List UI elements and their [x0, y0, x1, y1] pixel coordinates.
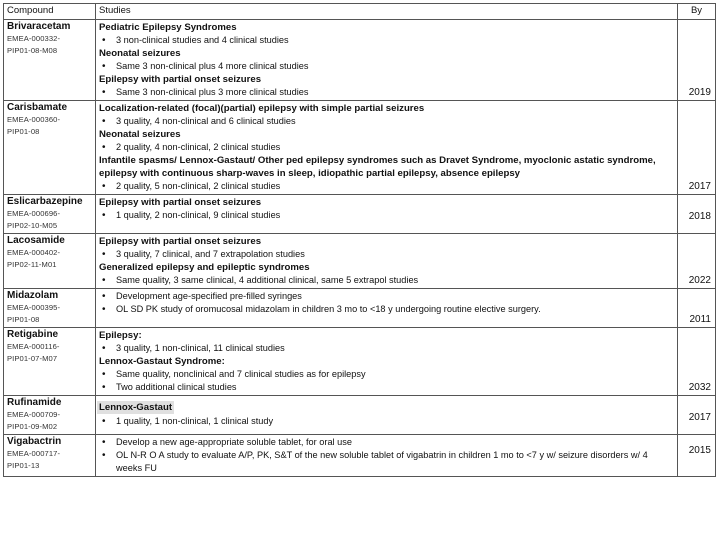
compound-cell — [4, 328, 96, 396]
pip-code: EMEA-000332- — [7, 34, 61, 43]
indication-heading: Neonatal seizures — [99, 129, 181, 140]
header-compound: Compound — [4, 4, 96, 20]
table-row — [4, 20, 716, 101]
year-value: 2018 — [688, 211, 711, 222]
studies-cell — [96, 328, 678, 396]
year-cell — [678, 289, 716, 328]
year-cell — [678, 396, 716, 435]
header-studies: Studies — [96, 4, 678, 20]
compound-cell — [4, 195, 96, 234]
compound-name: Eslicarbazepine — [7, 196, 83, 207]
year-cell — [678, 101, 716, 195]
pip-code: EMEA-000709- — [7, 410, 61, 419]
pip-code: PIP01-08-M08 — [7, 46, 58, 55]
compound-name: Retigabine — [7, 329, 59, 340]
study-bullet: • 2 quality, 5 non-clinical, 2 clinical studies — [99, 180, 674, 193]
compound-name: Vigabactrin — [7, 436, 62, 447]
year-cell — [678, 195, 716, 234]
studies-cell — [96, 101, 678, 195]
compound-name: Brivaracetam — [7, 21, 71, 32]
indication-heading: Localization-related (focal)(partial) epilepsy with simple partial seizures — [99, 103, 425, 114]
study-bullet: • Two additional clinical studies — [99, 381, 674, 394]
year-value: 2032 — [688, 382, 711, 393]
study-bullet: • OL SD PK study of oromucosal midazolam in children 3 mo to <18 y undergoing routine elective surgery. — [99, 303, 674, 316]
table-row — [4, 289, 716, 328]
study-bullet: • 1 quality, 1 non-clinical, 1 clinical study — [99, 415, 674, 428]
indication-heading: Pediatric Epilepsy Syndromes — [99, 22, 237, 33]
indication-heading: Epilepsy with partial onset seizures — [99, 197, 262, 208]
pip-code: EMEA-000696- — [7, 209, 61, 218]
indication-heading: Lennox-Gastaut — [99, 402, 173, 413]
indication-heading: Generalized epilepsy and epileptic syndromes — [99, 262, 310, 273]
pip-code: EMEA-000395- — [7, 303, 61, 312]
indication-heading: Lennox-Gastaut Syndrome: — [99, 356, 225, 367]
study-bullet: • Develop a new age-appropriate soluble tablet, for oral use — [99, 436, 674, 449]
year-value: 2011 — [689, 314, 711, 325]
compound-cell — [4, 234, 96, 289]
pip-code: PIP02-10-M05 — [7, 221, 58, 230]
studies-cell — [96, 396, 678, 435]
study-bullet: • 3 non-clinical studies and 4 clinical studies — [99, 34, 674, 47]
pip-code: EMEA-000360- — [7, 115, 61, 124]
year-value: 2015 — [688, 445, 711, 456]
pip-code: PIP01-13 — [7, 461, 40, 470]
compound-name: Rufinamide — [7, 397, 62, 408]
table-row — [4, 195, 716, 234]
indication-heading: Epilepsy: — [99, 330, 142, 341]
table-row — [4, 396, 716, 435]
pip-code: PIP01-07-M07 — [7, 354, 58, 363]
compound-name: Carisbamate — [7, 102, 68, 113]
study-bullet: • Same 3 non-clinical plus 3 more clinical studies — [99, 86, 674, 99]
year-value: 2017 — [688, 412, 711, 423]
header-by: By — [678, 4, 716, 20]
pip-code: PIP01-08 — [7, 315, 40, 324]
study-bullet: • Same quality, nonclinical and 7 clinical studies as for epilepsy — [99, 368, 674, 381]
compound-name: Midazolam — [7, 290, 59, 301]
studies-cell — [96, 435, 678, 477]
studies-cell — [96, 289, 678, 328]
study-bullet: • 3 quality, 4 non-clinical and 6 clinical studies — [99, 115, 674, 128]
pip-code: PIP01-09-M02 — [7, 422, 58, 431]
year-cell — [678, 328, 716, 396]
indication-heading: Epilepsy with partial onset seizures — [99, 236, 262, 247]
compound-cell — [4, 101, 96, 195]
studies-cell — [96, 195, 678, 234]
pip-code: PIP01-08 — [7, 127, 40, 136]
year-value: 2022 — [688, 275, 711, 286]
year-cell — [678, 20, 716, 101]
year-value: 2019 — [688, 87, 711, 98]
pip-code: EMEA-000717- — [7, 449, 61, 458]
study-bullet: • 3 quality, 1 non-clinical, 11 clinical studies — [99, 342, 674, 355]
study-bullet: • Same 3 non-clinical plus 4 more clinical studies — [99, 60, 674, 73]
compound-cell — [4, 435, 96, 477]
pip-code: EMEA-000402- — [7, 248, 61, 257]
compound-name: Lacosamide — [7, 235, 65, 246]
table-row — [4, 101, 716, 195]
pip-code: EMEA-000116- — [7, 342, 60, 351]
year-cell — [678, 234, 716, 289]
year-cell — [678, 435, 716, 477]
study-bullet: • 1 quality, 2 non-clinical, 9 clinical studies — [99, 209, 674, 222]
table-row — [4, 435, 716, 477]
pip-code: PIP02-11-M01 — [7, 260, 57, 269]
studies-cell — [96, 234, 678, 289]
year-value: 2017 — [688, 181, 711, 192]
studies-cell — [96, 20, 678, 101]
compound-cell — [4, 289, 96, 328]
compound-cell — [4, 396, 96, 435]
study-bullet: • 2 quality, 4 non-clinical, 2 clinical studies — [99, 141, 674, 154]
indication-heading: Infantile spasms/ Lennox-Gastaut/ Other ped epilepsy syndromes such as Dravet Syndrome, myoclonic astatic syndrome, epilepsy with continuous sharp-waves in sleep, idiopathic partial epilepsy, absence epilepsy — [99, 155, 656, 179]
pip-table — [3, 3, 716, 477]
study-bullet: • 3 quality, 7 clinical, and 7 extrapolation studies — [99, 248, 674, 261]
indication-heading: Epilepsy with partial onset seizures — [99, 74, 262, 85]
table-row — [4, 328, 716, 396]
study-bullet: • Development age-specified pre-filled syringes — [99, 290, 674, 303]
indication-heading: Neonatal seizures — [99, 48, 181, 59]
header-row — [4, 4, 716, 20]
study-bullet: • OL N-R O A study to evaluate A/P, PK, S&T of the new soluble tablet of vigabatrin in children 1 mo to <7 y w/ seizure disorders w/ 4 weeks FU — [99, 449, 674, 475]
table-row — [4, 234, 716, 289]
compound-cell — [4, 20, 96, 101]
study-bullet: • Same quality, 3 same clinical, 4 additional clinical, same 5 extrapol studies — [99, 274, 674, 287]
